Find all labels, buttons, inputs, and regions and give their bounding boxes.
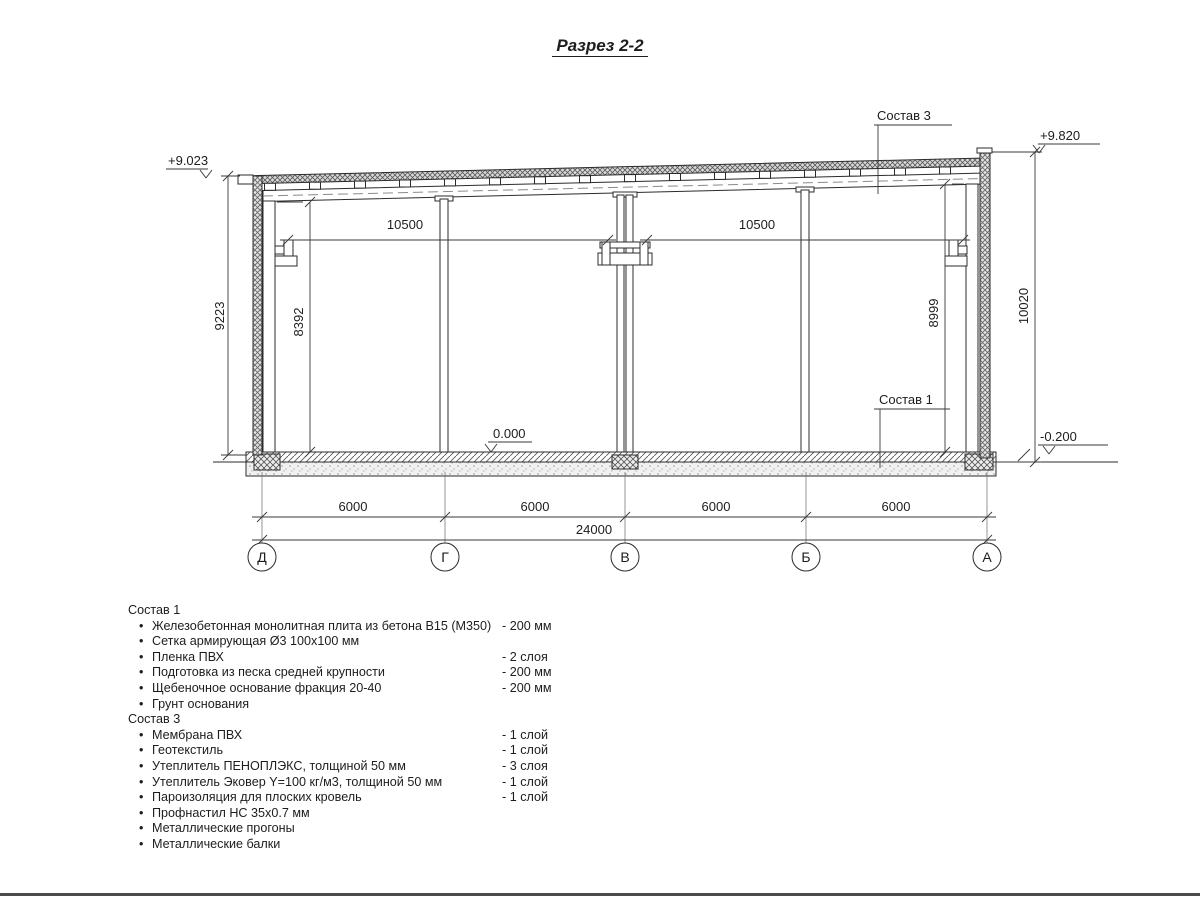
axis-label-b: Б	[801, 549, 811, 565]
note-item-name: Металлические балки	[152, 836, 281, 851]
dim-right-inner	[940, 179, 964, 457]
note-item-value: - 1 слой	[502, 727, 549, 742]
sostav1-heading: Состав 1	[128, 603, 181, 617]
note-item-name: Сетка армирующая Ø3 100х100 мм	[152, 634, 360, 649]
dim-bay-2-value: 6000	[520, 499, 550, 514]
note-item-value: - 1 слой	[502, 743, 549, 758]
column-axis-a	[966, 184, 978, 452]
composition-notes	[128, 603, 598, 853]
list-item	[128, 759, 598, 775]
dim-bay-4-value: 6000	[881, 499, 911, 514]
bullet-icon: •	[139, 649, 144, 664]
elevation-ground-value: -0.200	[1040, 429, 1077, 444]
elevation-mark-floor	[485, 442, 532, 452]
note-item-value: - 1 слой	[502, 790, 549, 805]
list-item	[128, 837, 598, 853]
dim-total-value: 24000	[575, 522, 613, 537]
bullet-icon: •	[139, 774, 144, 789]
bullet-icon: •	[139, 618, 144, 633]
bullet-icon: •	[139, 680, 144, 695]
dim-right-inner-value: 8999	[926, 298, 941, 328]
axis-label-v: В	[620, 549, 630, 565]
elevation-mark-ground	[1018, 445, 1108, 461]
dim-span-left-value: 10500	[386, 217, 424, 232]
note-item-name: Мембрана ПВХ	[152, 727, 243, 742]
roof-assembly	[238, 158, 985, 202]
list-item	[128, 634, 598, 650]
note-item-name: Щебеночное основание фракция 20-40	[152, 680, 382, 695]
axis-bubbles	[248, 543, 1001, 571]
list-item	[128, 743, 598, 759]
note-item-name: Грунт основания	[152, 696, 250, 711]
elevation-mark-right-top	[1033, 144, 1100, 153]
sostav3-heading: Состав 3	[128, 712, 181, 727]
bullet-icon: •	[139, 696, 144, 711]
elevation-right-top-value: +9.820	[1040, 128, 1081, 143]
dim-bay-1-value: 6000	[338, 499, 368, 514]
note-item-value: - 3 слоя	[502, 758, 548, 773]
note-item-name: Пароизоляция для плоских кровель	[152, 790, 362, 805]
elevation-left-top-value: +9.023	[168, 153, 209, 168]
right-wall-cap	[977, 148, 992, 153]
bullet-icon: •	[139, 790, 144, 805]
bullet-icon: •	[139, 665, 144, 680]
list-item	[128, 619, 598, 635]
note-item-name: Пленка ПВХ	[152, 649, 224, 664]
dim-left-outer-value: 9223	[212, 301, 227, 331]
list-item	[128, 728, 598, 744]
bracket-right	[945, 240, 967, 266]
note-item-name: Металлические прогоны	[152, 821, 295, 836]
callout-roof-label: Состав 3	[877, 108, 931, 123]
list-item	[128, 806, 598, 822]
axis-label-g: Г	[441, 549, 449, 565]
note-item-value: - 2 слоя	[502, 649, 548, 664]
bullet-icon: •	[139, 727, 144, 742]
note-item-name: Железобетонная монолитная плита из бетона В15 (М350)	[152, 618, 492, 633]
list-item	[128, 650, 598, 666]
right-wall-panel	[980, 152, 990, 458]
bullet-icon: •	[139, 836, 144, 851]
bullet-icon: •	[139, 821, 144, 836]
list-item	[128, 665, 598, 681]
note-item-value: - 200 мм	[502, 618, 552, 633]
axis-label-d: Д	[257, 549, 267, 565]
axis-label-a: А	[982, 549, 992, 565]
note-item-name: Утеплитель ПЕНОПЛЭКС, толщиной 50 мм	[152, 758, 406, 773]
bullet-icon: •	[139, 743, 144, 758]
frame-bottom-edge	[0, 893, 1200, 896]
note-item-name: Геотекстиль	[152, 743, 223, 758]
column-axis-v-right	[626, 195, 633, 452]
list-item	[128, 821, 598, 837]
dim-right-outer-value: 10020	[1016, 287, 1031, 325]
column-axis-v-left	[617, 195, 624, 452]
list-item	[128, 697, 598, 713]
column-axis-b	[801, 190, 809, 452]
elevation-floor-value: 0.000	[493, 426, 526, 441]
dim-left-inner-value: 8392	[291, 307, 306, 337]
bullet-icon: •	[139, 805, 144, 820]
column-axis-g	[440, 199, 448, 452]
note-item-value: - 1 слой	[502, 774, 549, 789]
drawing-title: Разрез 2-2	[552, 36, 647, 57]
list-item	[128, 790, 598, 806]
elevation-mark-left-top	[166, 169, 212, 178]
callout-slab-label: Состав 1	[879, 392, 933, 407]
bullet-icon: •	[139, 758, 144, 773]
note-item-name: Утеплитель Эковер Y=100 кг/м3, толщиной 50 мм	[152, 774, 443, 789]
note-item-value: - 200 мм	[502, 680, 552, 695]
bracket-middle	[598, 242, 652, 265]
left-wall-panel	[253, 176, 262, 455]
dim-bay-3-value: 6000	[701, 499, 731, 514]
bullet-icon: •	[139, 634, 144, 649]
list-item	[128, 775, 598, 791]
columns	[263, 184, 978, 452]
note-item-name: Профнастил НС 35х0.7 мм	[152, 805, 310, 820]
column-axis-d	[263, 201, 275, 452]
list-item	[128, 681, 598, 697]
dim-span-right-value: 10500	[738, 217, 776, 232]
bracket-left	[275, 240, 297, 266]
crane-brackets	[275, 240, 967, 266]
axis-extension-lines	[262, 472, 987, 543]
note-item-name: Подготовка из песка средней крупности	[152, 665, 385, 680]
note-item-value: - 200 мм	[502, 665, 552, 680]
roof-edge-cap	[238, 175, 253, 184]
building-section	[213, 148, 1118, 476]
